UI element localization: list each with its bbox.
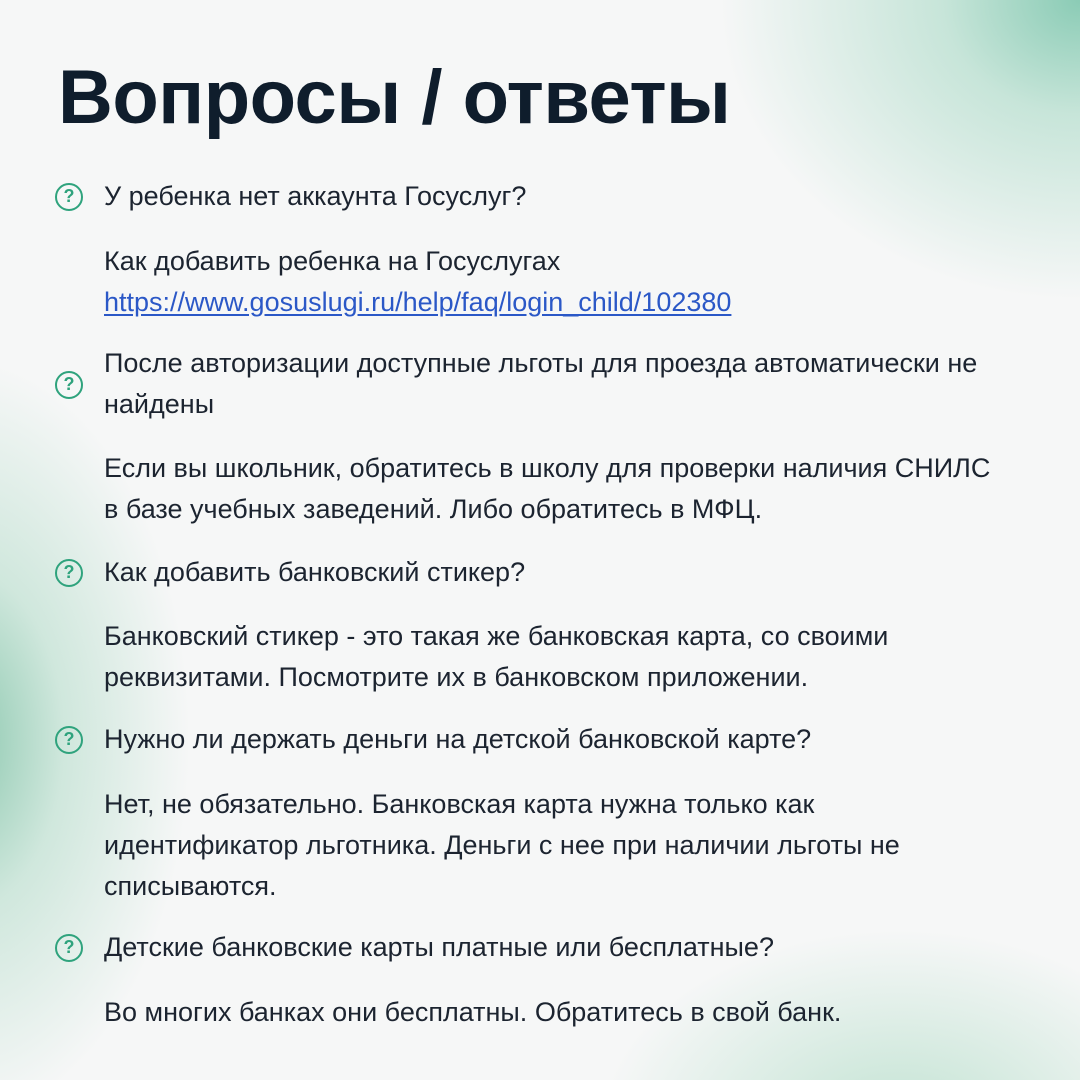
faq-answer-1 — [104, 241, 1004, 323]
faq-answer-3: Банковский стикер - это такая же банковская карта, со своими реквизитами. Посмотрите их в банковском приложении. — [104, 621, 889, 692]
question-text: У ребенка нет аккаунта Госуслуг? — [104, 181, 527, 211]
question-text: Как добавить банковский стикер? — [104, 557, 526, 587]
question-circle-icon: ? — [55, 559, 83, 587]
question-text: Детские банковские карты платные или бесплатные? — [104, 932, 774, 962]
page-title: Вопросы / ответы — [58, 55, 731, 140]
faq-answer-2: Если вы школьник, обратитесь в школу для проверки наличия СНИЛС в базе учебных заведений. Либо обратитесь в МФЦ. — [104, 453, 991, 524]
faq-answer-4: Нет, не обязательно. Банковская карта нужна только как идентификатор льготника. Деньги с нее при наличии льготы не списываются. — [104, 789, 900, 901]
question-circle-icon: ? — [55, 183, 83, 211]
question-circle-icon: ? — [55, 726, 83, 754]
question-text: После авторизации доступные льготы для проезда автоматически не найдены — [104, 348, 978, 419]
answer-text: Как добавить ребенка на Госуслугах — [104, 246, 561, 276]
question-circle-icon: ? — [55, 371, 83, 399]
question-circle-icon: ? — [55, 934, 83, 962]
gosuslugi-help-link[interactable]: https://www.gosuslugi.ru/help/faq/login_child/102380 — [104, 287, 732, 317]
faq-answer-5: Во многих банках они бесплатны. Обратитесь в свой банк. — [104, 997, 842, 1027]
question-text: Нужно ли держать деньги на детской банковской карте? — [104, 724, 812, 754]
